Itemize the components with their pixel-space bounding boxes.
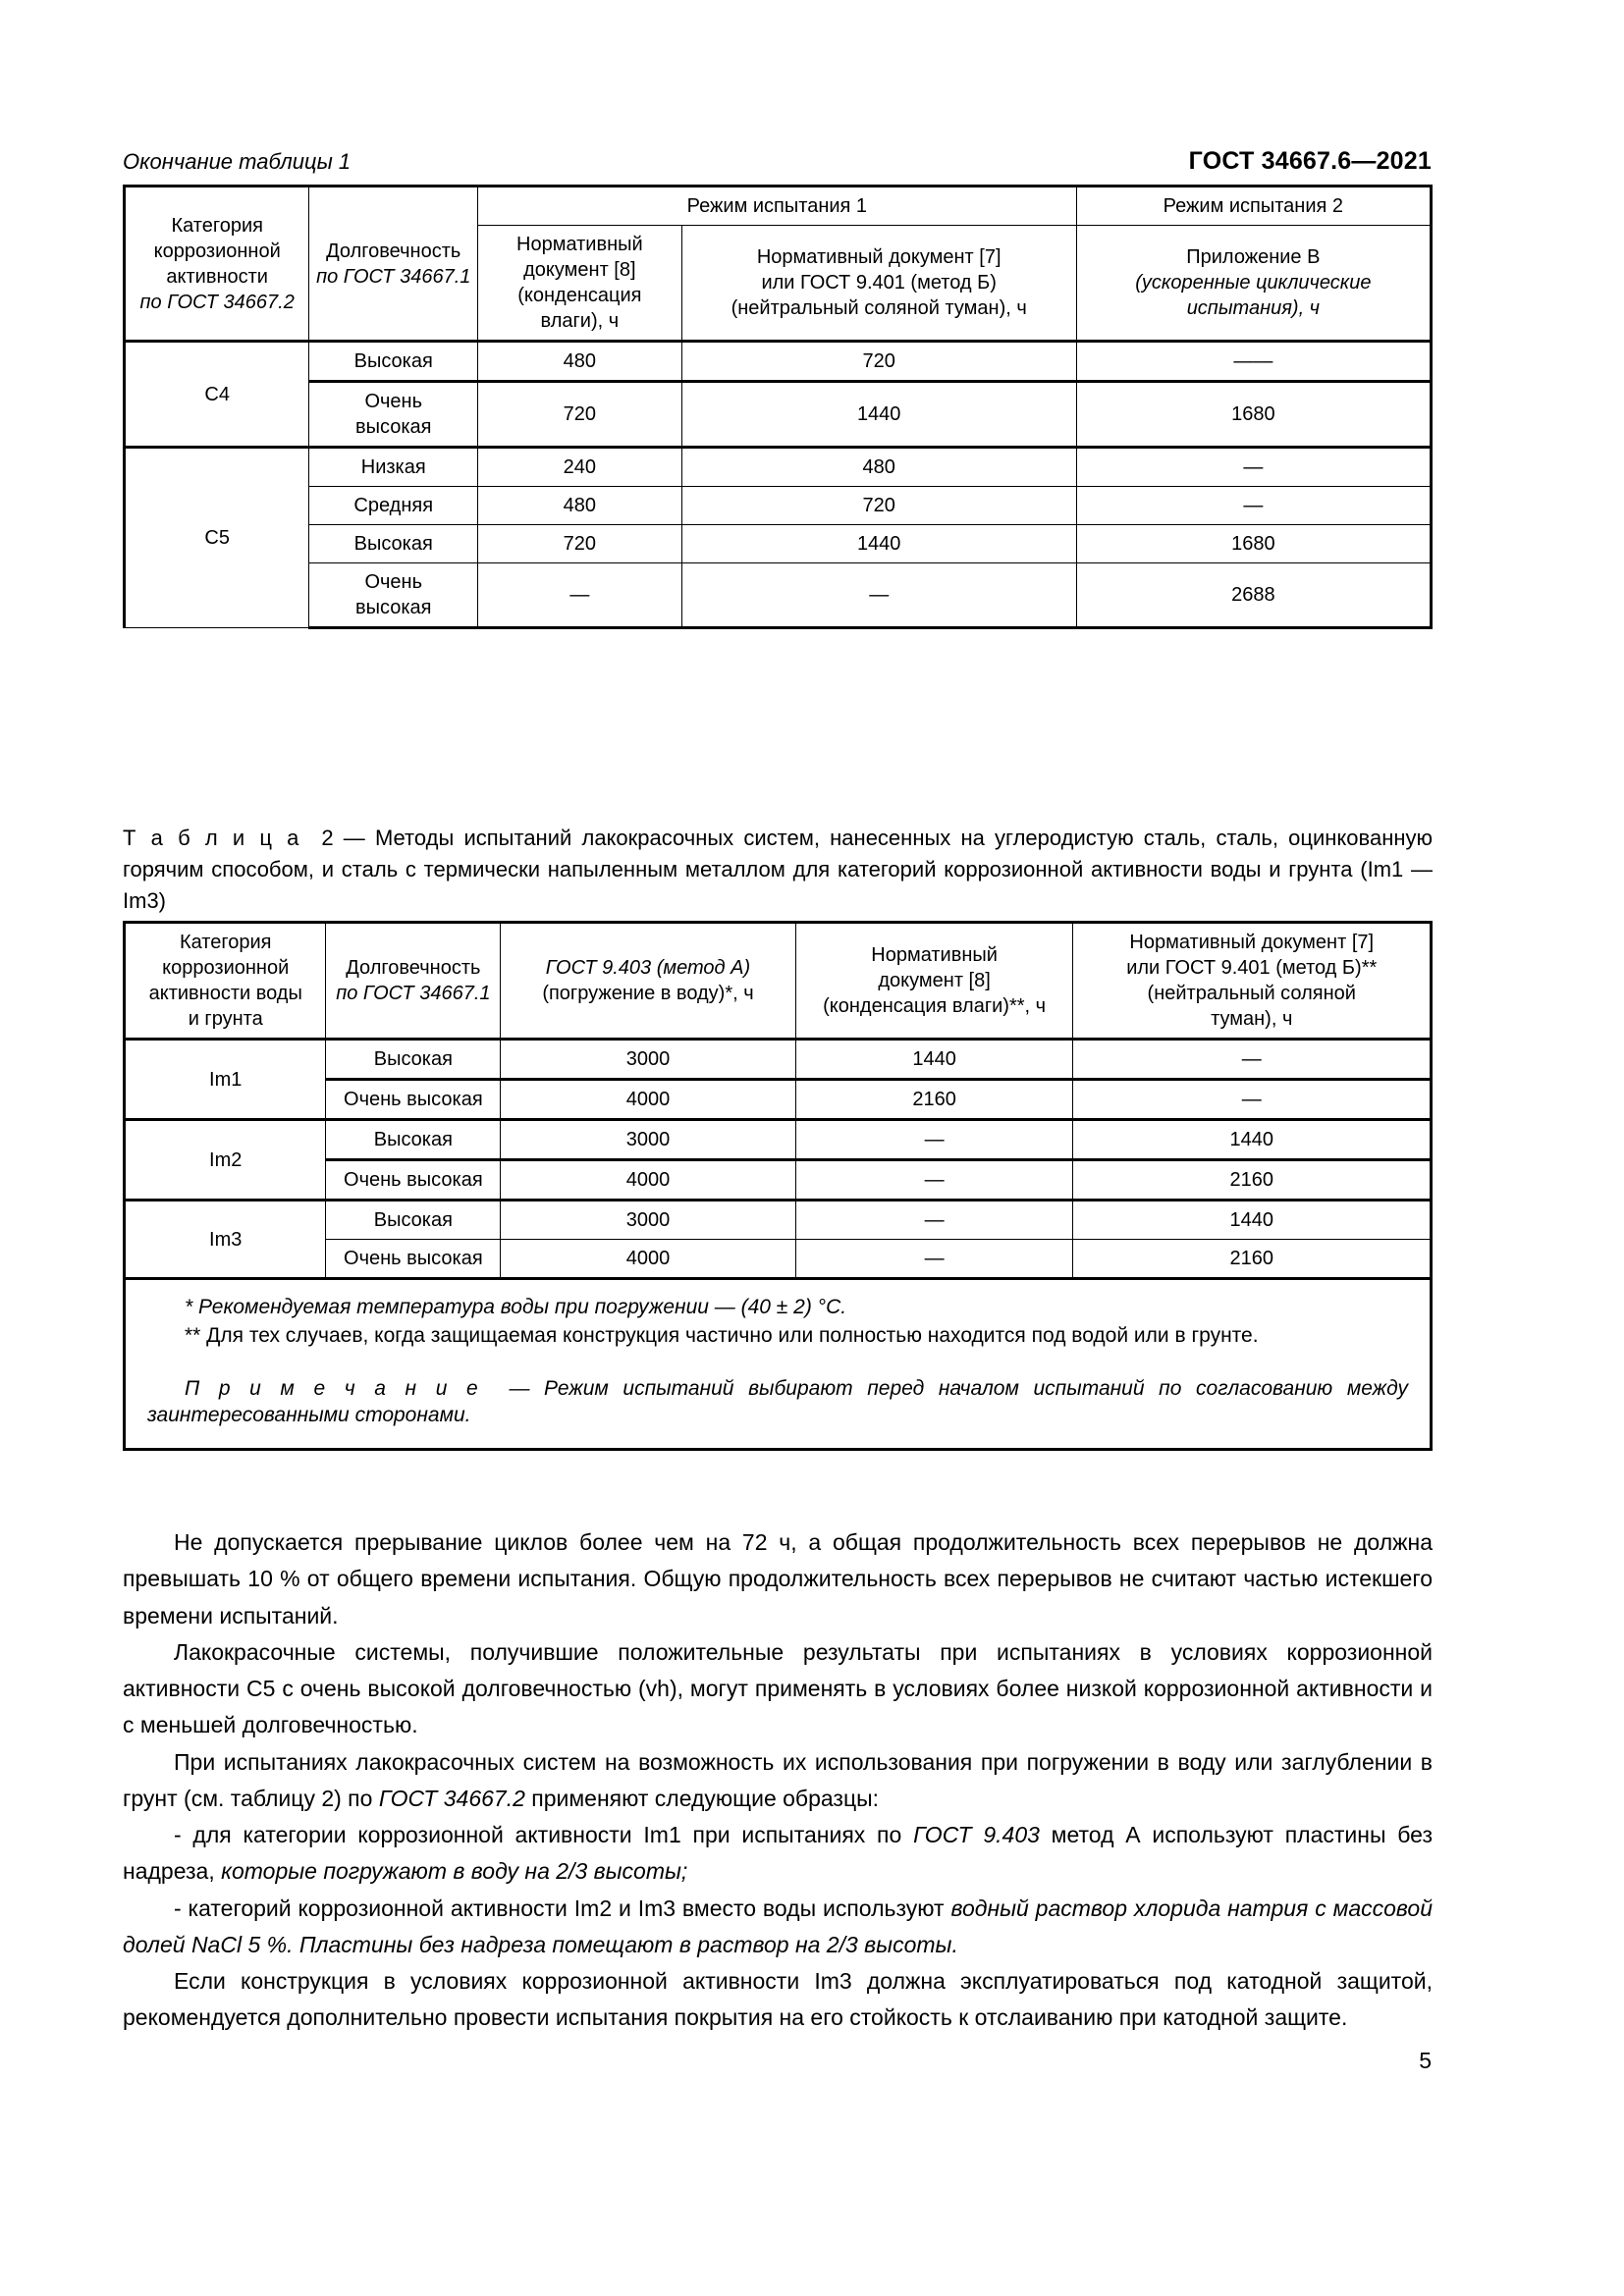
table2-note: П р и м е ч а н и е — Режим испытаний выбирают перед началом испытаний по согласованию между заинтересованными сторонами. (147, 1376, 1409, 1426)
table1-cell-durability: Высокая (309, 342, 478, 382)
table2-cell-durability: Очень высокая (326, 1240, 501, 1279)
table1-cell-value: 1680 (1076, 382, 1431, 448)
table1-body (125, 342, 1432, 628)
table2-body (125, 1040, 1432, 1450)
table2-footnotes (125, 1279, 1432, 1450)
list-item: - для категории коррозионной активности Im1 при испытаниях по ГОСТ 9.403 метод А используют пластины без надреза, которые погружают в воду на 2/3 высоты; (123, 1822, 1433, 1885)
table1-cell-value: — (1076, 487, 1431, 525)
table1-th-group-mode1: Режим испытания 1 (478, 187, 1077, 226)
table1-cell-durability: Высокая (309, 525, 478, 563)
table1-cell-value: 720 (478, 382, 682, 448)
paragraph-immersion-tests: При испытаниях лакокрасочных систем на возможность их использования при погружении в воду или заглублении в грунт (см. таблицу 2) по ГОСТ 34667.2 применяют следующие образцы: (123, 1748, 1433, 1811)
table2-caption-text: — Методы испытаний лакокрасочных систем, нанесенных на углеродистую сталь, сталь, оцинкованную горячим способом, и сталь с термически напыленным металлом для категорий коррозионной активности воды и грунта (Im1 — Im3) (123, 826, 1433, 913)
table2-cell-value: — (795, 1160, 1073, 1201)
table2-caption-label: Т а б л и ц а (123, 826, 301, 850)
table-row (125, 382, 1432, 448)
table2-cell-value: 2160 (795, 1080, 1073, 1120)
table2-cell-durability: Высокая (326, 1040, 501, 1080)
table1-cell-value: 1440 (681, 382, 1076, 448)
document-standard-number: ГОСТ 34667.6—2021 (1188, 147, 1432, 175)
table2-footnotes-row (125, 1279, 1432, 1450)
table1-cell-value: 2688 (1076, 563, 1431, 628)
table1-cell-value: 720 (681, 487, 1076, 525)
table1-cell-value: 1440 (681, 525, 1076, 563)
table1-th-group-mode2: Режим испытания 2 (1076, 187, 1431, 226)
table1-cell-value: 480 (478, 342, 682, 382)
list-item: - категорий коррозионной активности Im2 и Im3 вместо воды используют водный раствор хлорида натрия с массовой долей NaCl 5 %. Пластины без надреза помещают в раствор на 2/3 высоты. (123, 1895, 1434, 1957)
table1-cell-durability: Очень высокая (309, 382, 478, 448)
table2-cell-durability: Очень высокая (326, 1160, 501, 1201)
table2-th-norm-doc-8: Нормативный документ [8] (конденсация влаги)**, ч (795, 923, 1073, 1040)
table2-cell-value: 1440 (1073, 1120, 1432, 1160)
table-water-soil-im1-im3 (123, 921, 1433, 1451)
table2-cell-value: 3000 (501, 1120, 795, 1160)
page-number: 5 (1419, 2048, 1432, 2073)
table2-cell-value: 3000 (501, 1040, 795, 1080)
table2-cell-durability: Высокая (326, 1201, 501, 1240)
table2-cell-value: 3000 (501, 1201, 795, 1240)
table1-head (125, 187, 1432, 342)
table2-header-row (125, 923, 1432, 1040)
table1-wrap (123, 185, 1433, 629)
table1-cell-value: 240 (478, 448, 682, 487)
paragraph-cathodic-protection: Если конструкция в условиях коррозионной активности Im3 должна эксплуатироваться под катодной защитой, рекомендуется дополнительно провести испытания покрытия на его стойкость к отслаиванию при катодной защите. (123, 1968, 1433, 2031)
table-corrosion-categories-c4-c5 (123, 185, 1433, 629)
paragraph-c5-systems: Лакокрасочные системы, получившие положительные результаты при испытаниях в условиях коррозионной активности С5 с очень высокой долговечностью (vh), могут применять в условиях более низкой коррозионной активности и с меньшей долговечностью. (123, 1638, 1433, 1738)
table2-cell-value: — (1073, 1040, 1432, 1080)
table1-cell-value: —— (1076, 342, 1431, 382)
table2-th-norm-doc-7: Нормативный документ [7] или ГОСТ 9.401 (метод Б)** (нейтральный соляной туман), ч (1073, 923, 1432, 1040)
table1-cell-durability: Низкая (309, 448, 478, 487)
table1-cell-value: 1680 (1076, 525, 1431, 563)
table1-cell-durability: Очень высокая (309, 563, 478, 628)
table2-cell-value: 1440 (1073, 1201, 1432, 1240)
table2-cell-value: 4000 (501, 1160, 795, 1201)
table2-th-gost-9403: ГОСТ 9.403 (метод А) (погружение в воду)*, ч (501, 923, 795, 1040)
table1-th-durability: Долговечность по ГОСТ 34667.1 (309, 187, 478, 342)
table1-cell-durability: Средняя (309, 487, 478, 525)
table2-cell-value: 2160 (1073, 1160, 1432, 1201)
table2-cell-value: — (795, 1240, 1073, 1279)
table2-cell-durability: Очень высокая (326, 1080, 501, 1120)
table1-header-row-1 (125, 187, 1432, 226)
table2-th-durability: Долговечность по ГОСТ 34667.1 (326, 923, 501, 1040)
table2-caption-wrap (123, 823, 1433, 917)
table-row (125, 487, 1432, 525)
table2-cell-value: 1440 (795, 1040, 1073, 1080)
table2-cell-category-im1: Im1 (125, 1040, 326, 1120)
table2-footnote-1: * Рекомендуемая температура воды при погружении — (40 ± 2) °С. (185, 1296, 847, 1318)
table2-cell-category-im3: Im3 (125, 1201, 326, 1279)
table1-th-norm-doc-7: Нормативный документ [7] или ГОСТ 9.401 (метод Б) (нейтральный соляной туман), ч (681, 226, 1076, 342)
table2-cell-value: — (795, 1201, 1073, 1240)
table1-th-category: Категория коррозионной активности по ГОСТ 34667.2 (125, 187, 309, 342)
table1-cell-value: — (478, 563, 682, 628)
table2-cell-category-im2: Im2 (125, 1120, 326, 1201)
table1-cell-value: 480 (681, 448, 1076, 487)
table-row (125, 525, 1432, 563)
table1-cell-category-c4: C4 (125, 342, 309, 448)
table1-th-appendix-v: Приложение В (ускоренные циклические испытания), ч (1076, 226, 1431, 342)
table1-cell-value: — (1076, 448, 1431, 487)
table1-th-norm-doc-8: Нормативный документ [8] (конденсация влаги), ч (478, 226, 682, 342)
table-row (125, 342, 1432, 382)
table2-cell-value: 2160 (1073, 1240, 1432, 1279)
table1-cell-value: 720 (478, 525, 682, 563)
table2-th-category: Категория коррозионной активности воды и грунта (125, 923, 326, 1040)
table2-wrap (123, 921, 1433, 1451)
table2-cell-value: 4000 (501, 1080, 795, 1120)
table2-cell-value: 4000 (501, 1240, 795, 1279)
table1-cell-value: — (681, 563, 1076, 628)
body-text-block (123, 1524, 1433, 2037)
paragraph-interruption-rules: Не допускается прерывание циклов более чем на 72 ч, а общая продолжительность всех перерывов не должна превышать 10 % от общего времени испытания. Общую продолжительность всех перерывов не считают частью истекшего времени испытаний. (123, 1529, 1433, 1629)
table2-footnote-2: ** Для тех случаев, когда защищаемая конструкция частично или полностью находится под водой или в грунте. (185, 1324, 1259, 1348)
table2-caption-number: 2 (321, 826, 334, 850)
table2-cell-value: — (795, 1120, 1073, 1160)
table2-cell-durability: Высокая (326, 1120, 501, 1160)
table2-head (125, 923, 1432, 1040)
table1-caption: Окончание таблицы 1 (123, 149, 352, 174)
table-row (125, 563, 1432, 628)
table-row (125, 1201, 1432, 1240)
table-row (125, 1040, 1432, 1080)
table2-caption (123, 823, 1433, 917)
table1-cell-category-c5: C5 (125, 448, 309, 628)
table-row (125, 448, 1432, 487)
table2-cell-value: — (1073, 1080, 1432, 1120)
table1-cell-value: 480 (478, 487, 682, 525)
table1-caption-wrap (123, 149, 1433, 175)
table-row (125, 1120, 1432, 1160)
table1-cell-value: 720 (681, 342, 1076, 382)
